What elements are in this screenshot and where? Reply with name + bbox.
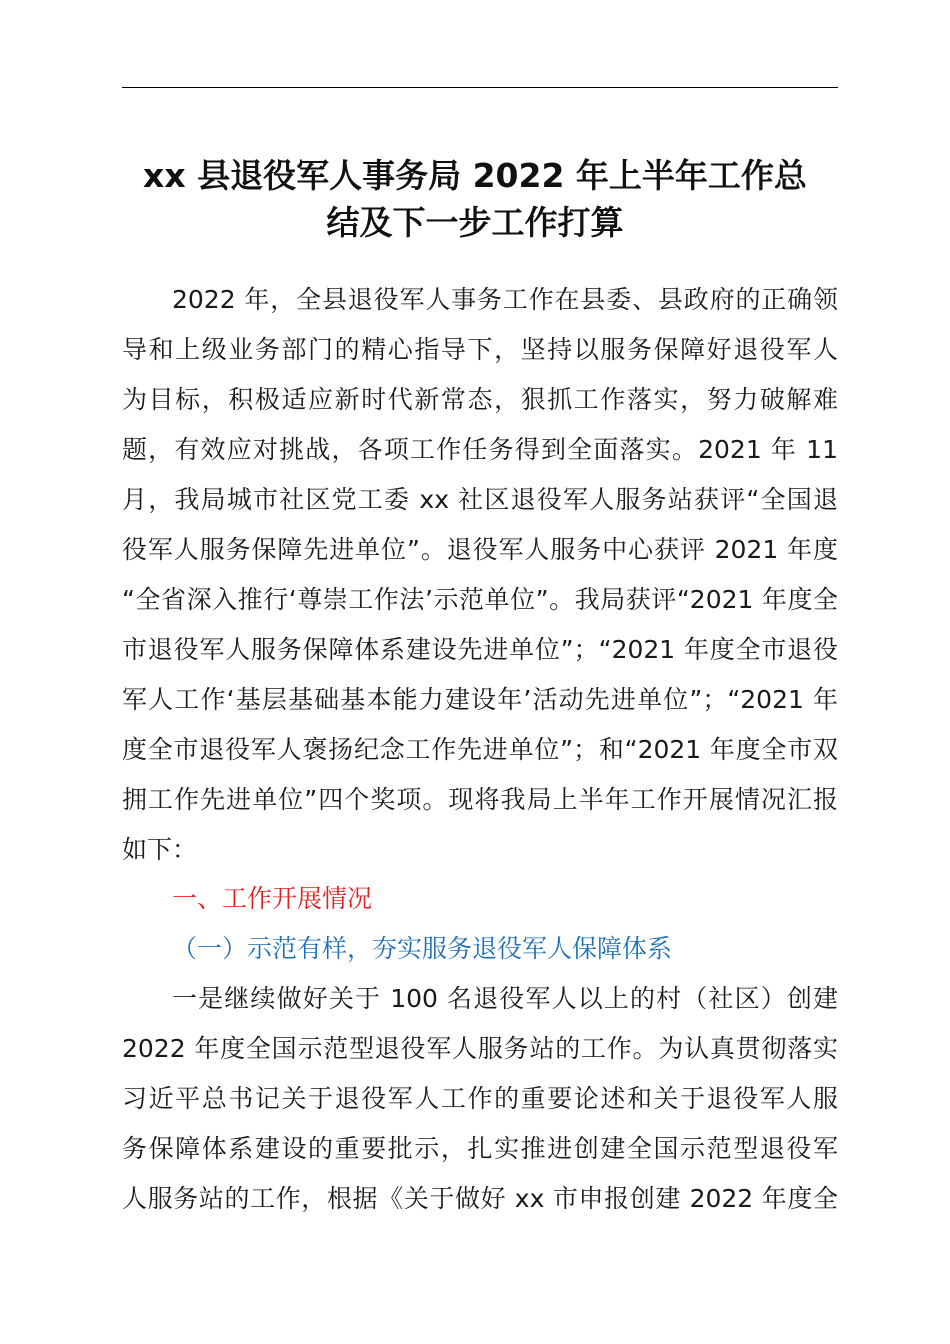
intro-line: 为目标，积极适应新时代新常态，狠抓工作落实，努力破解难 — [122, 385, 838, 414]
intro-line: 如下： — [122, 835, 198, 864]
section-heading-2: （一）示范有样，夯实服务退役军人保障体系 — [172, 934, 673, 963]
body-line: 2022 年度全国示范型退役军人服务站的工作。为认真贯彻落实 — [122, 1034, 838, 1063]
intro-line: “全省深入推行‘尊崇工作法’示范单位”。我局获评“2021 年度全 — [122, 585, 838, 614]
intro-line: 役军人服务保障先进单位”。退役军人服务中心获评 2021 年度 — [122, 535, 838, 564]
intro-line: 度全市退役军人褒扬纪念工作先进单位”；和“2021 年度全市双 — [122, 735, 838, 764]
body-line: 一是继续做好关于 100 名退役军人以上的村（社区）创建 — [172, 984, 838, 1013]
document-title-line-2: 结及下一步工作打算 — [326, 203, 624, 242]
intro-line: 军人工作‘基层基础基本能力建设年’活动先进单位”；“2021 年 — [122, 685, 838, 714]
header-rule — [122, 87, 838, 88]
intro-line: 导和上级业务部门的精心指导下，坚持以服务保障好退役军人 — [122, 335, 838, 364]
body-line: 人服务站的工作，根据《关于做好 xx 市申报创建 2022 年度全 — [122, 1184, 838, 1213]
body-line: 务保障体系建设的重要批示，扎实推进创建全国示范型退役军 — [122, 1134, 838, 1163]
intro-line: 题，有效应对挑战，各项工作任务得到全面落实。2021 年 11 — [122, 435, 838, 464]
intro-line: 2022 年，全县退役军人事务工作在县委、县政府的正确领 — [172, 285, 838, 314]
intro-line: 市退役军人服务保障体系建设先进单位”；“2021 年度全市退役 — [122, 635, 838, 664]
section-heading-1: 一、工作开展情况 — [172, 884, 373, 913]
document-title-line-1: xx 县退役军人事务局 2022 年上半年工作总 — [143, 156, 807, 195]
body-line: 习近平总书记关于退役军人工作的重要论述和关于退役军人服 — [122, 1084, 838, 1113]
intro-line: 月，我局城市社区党工委 xx 社区退役军人服务站获评“全国退 — [122, 485, 838, 514]
intro-line: 拥工作先进单位”四个奖项。现将我局上半年工作开展情况汇报 — [122, 785, 838, 814]
